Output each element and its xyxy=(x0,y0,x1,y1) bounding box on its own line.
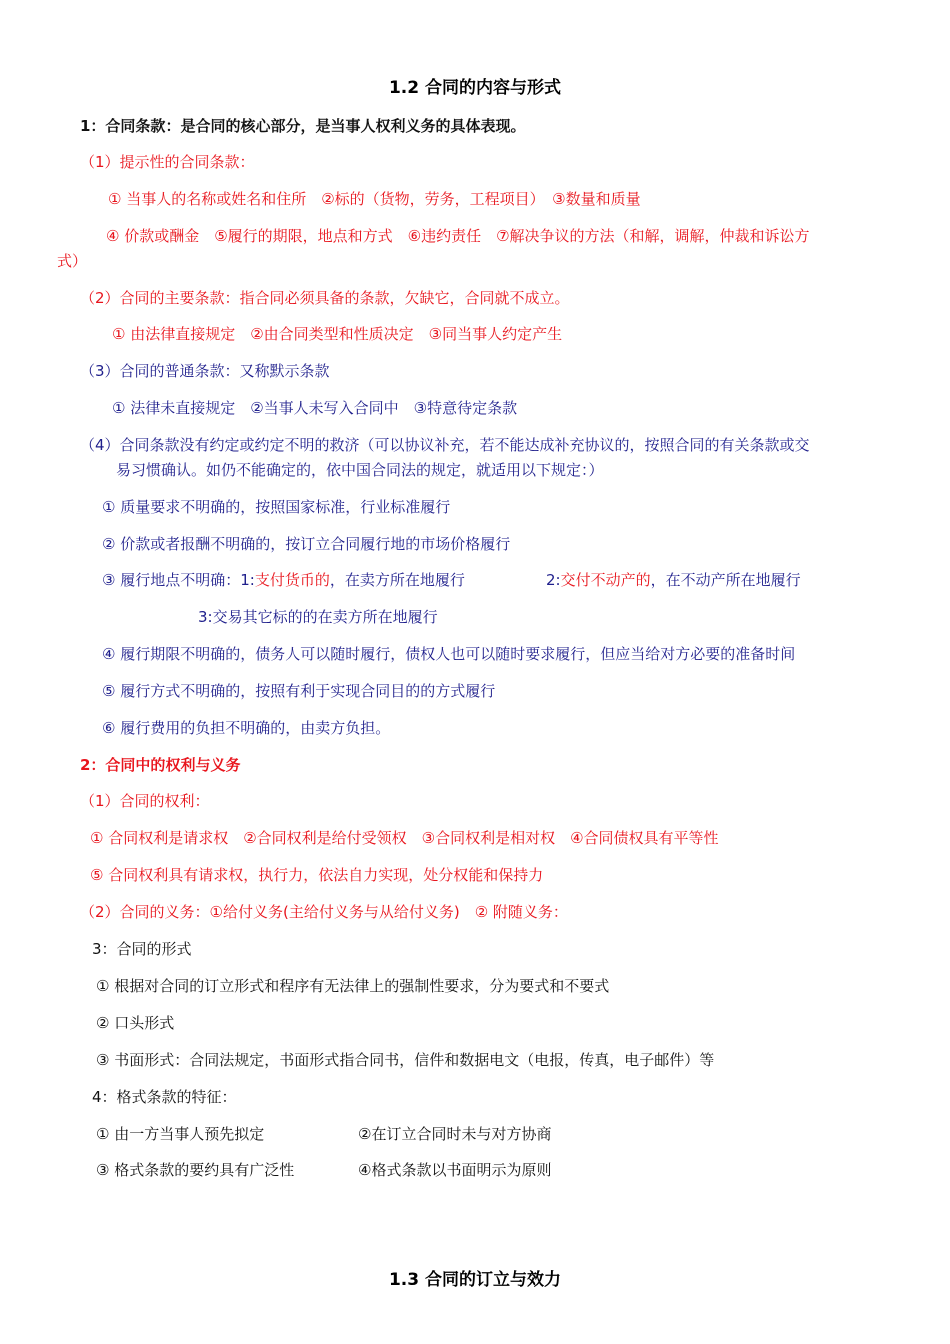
form-item-3: ③ 书面形式：合同法规定，书面形式指合同书，信件和数据电文（电报，传真，电子邮件）等 xyxy=(96,1051,715,1069)
heading-contract-terms: 1：合同条款：是合同的核心部分，是当事人权利义务的具体表现。 xyxy=(80,117,526,135)
standard-terms-item-4: ④格式条款以书面明示为原则 xyxy=(358,1161,552,1179)
indicative-terms-line-2: ④ 价款或酬金 ⑤履行的期限，地点和方式 ⑥违约责任 ⑦解决争议的方法（和解，调解，仲裁和诉讼方 xyxy=(106,227,810,245)
remedy-item-4: ④ 履行期限不明确的，债务人可以随时履行，债权人也可以随时要求履行，但应当给对方必要的准备时间 xyxy=(102,645,796,663)
remedy-item-3-red-1: 支付货币的 xyxy=(254,571,330,589)
remedy-item-3-text-1: ，在卖方所在地履行 xyxy=(329,571,465,589)
heading-contract-form: 3：合同的形式 xyxy=(92,940,192,958)
form-item-2: ② 口头形式 xyxy=(96,1014,175,1032)
section-title-1-2: 1.2 合同的内容与形式 xyxy=(388,78,562,98)
remedy-item-3-num-3: 3: xyxy=(198,608,213,626)
heading-rights-obligations: 2：合同中的权利与义务 xyxy=(80,756,241,774)
heading-standard-terms: 4：格式条款的特征： xyxy=(92,1088,237,1106)
remedy-item-3-part-3 xyxy=(198,607,438,627)
subheading-main-terms: （2）合同的主要条款：指合同必须具备的条款，欠缺它，合同就不成立。 xyxy=(80,289,570,307)
remedy-item-6: ⑥ 履行费用的负担不明确的，由卖方负担。 xyxy=(102,719,391,737)
subheading-rights: （1）合同的权利： xyxy=(80,792,210,810)
remedy-item-3-red-2: 交付不动产的 xyxy=(560,571,651,589)
remedy-item-3 xyxy=(102,570,465,590)
subheading-remedy-cont: 易习惯确认。如仍不能确定的，依中国合同法的规定，就适用以下规定：） xyxy=(116,461,604,479)
standard-terms-item-1: ① 由一方当事人预先拟定 xyxy=(96,1125,265,1143)
remedy-item-3-part-2 xyxy=(546,570,801,590)
remedy-item-3-label: ③ 履行地点不明确： xyxy=(102,571,241,589)
indicative-terms-line-1: ① 当事人的名称或姓名和住所 ②标的（货物，劳务，工程项目） ③数量和质量 xyxy=(108,190,641,208)
form-item-1: ① 根据对合同的订立形式和程序有无法律上的强制性要求，分为要式和不要式 xyxy=(96,977,610,995)
ordinary-terms-line: ① 法律未直接规定 ②当事人未写入合同中 ③特意待定条款 xyxy=(112,399,518,417)
remedy-item-2: ② 价款或者报酬不明确的，按订立合同履行地的市场价格履行 xyxy=(102,535,511,553)
remedy-item-5: ⑤ 履行方式不明确的，按照有利于实现合同目的的方式履行 xyxy=(102,682,496,700)
subheading-ordinary-terms: （3）合同的普通条款：又称默示条款 xyxy=(80,362,330,380)
standard-terms-item-2: ②在订立合同时未与对方协商 xyxy=(358,1125,552,1143)
rights-line-2: ⑤ 合同权利具有请求权，执行力，依法自力实现，处分权能和保持力 xyxy=(90,866,544,884)
remedy-item-3-num-1: 1: xyxy=(240,571,255,589)
remedy-item-3-num-2: 2: xyxy=(546,571,561,589)
section-title-1-3: 1.3 合同的订立与效力 xyxy=(388,1270,562,1290)
main-terms-line: ① 由法律直接规定 ②由合同类型和性质决定 ③同当事人约定产生 xyxy=(112,325,563,343)
subheading-obligations: （2）合同的义务：①给付义务(主给付义务与从给付义务) ② 附随义务： xyxy=(80,903,568,921)
subheading-remedy: （4）合同条款没有约定或约定不明的救济（可以协议补充，若不能达成补充协议的，按照合同的有关条款或交 xyxy=(80,436,810,454)
remedy-item-1: ① 质量要求不明确的，按照国家标准，行业标准履行 xyxy=(102,498,451,516)
standard-terms-item-3: ③ 格式条款的要约具有广泛性 xyxy=(96,1161,295,1179)
rights-line-1: ① 合同权利是请求权 ②合同权利是给付受领权 ③合同权利是相对权 ④合同债权具有平等性 xyxy=(90,829,719,847)
remedy-item-3-text-2: ，在不动产所在地履行 xyxy=(650,571,801,589)
remedy-item-3-text-3: 交易其它标的的在卖方所在地履行 xyxy=(212,608,438,626)
indicative-terms-line-2-cont: 式） xyxy=(57,252,88,270)
subheading-indicative-terms: （1）提示性的合同条款： xyxy=(80,153,255,171)
